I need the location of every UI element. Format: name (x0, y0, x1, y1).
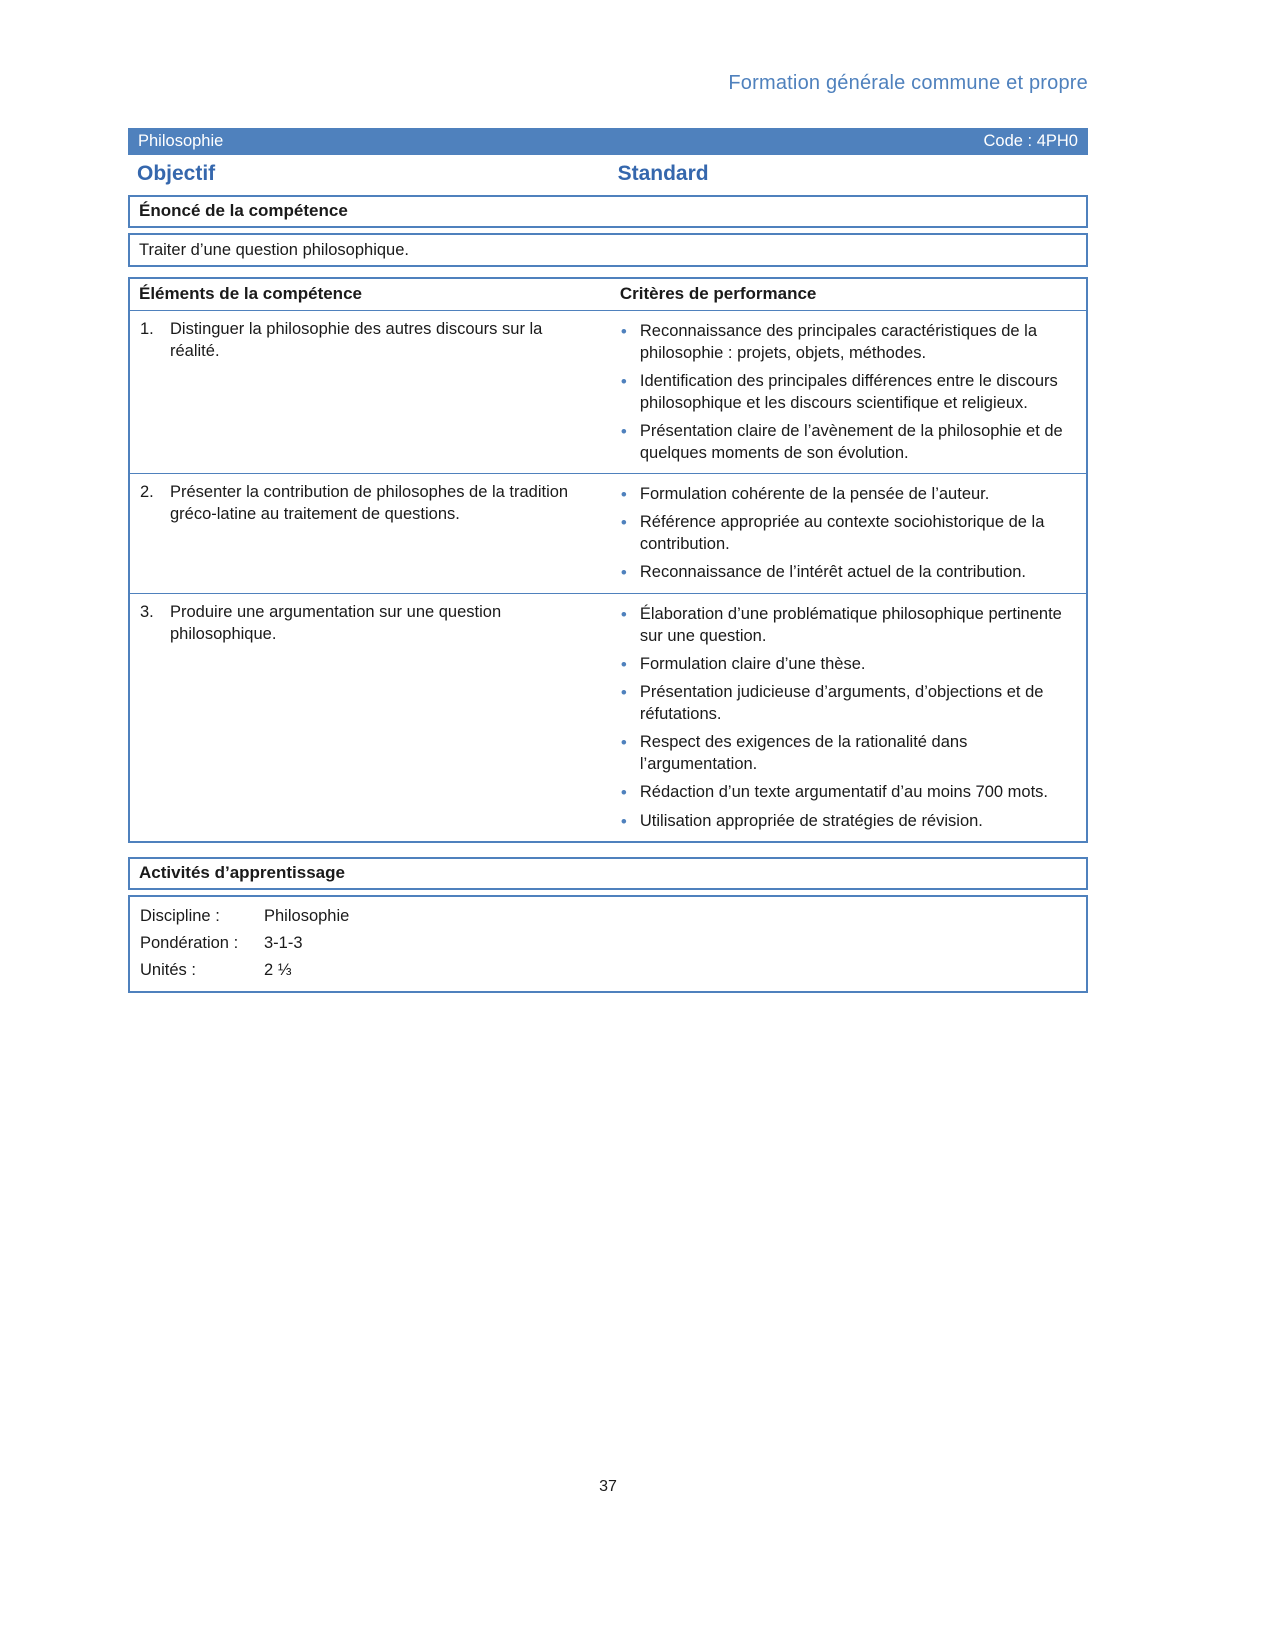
bullet-icon: • (620, 513, 627, 533)
element-number: 1. (140, 320, 154, 339)
title-bar (128, 128, 1088, 155)
criteria-item (616, 732, 1076, 776)
criteria-item (616, 654, 1076, 677)
bullet-icon: • (620, 783, 627, 803)
activity-row (140, 957, 1076, 984)
activity-label: Discipline : (140, 907, 220, 926)
activites-section (128, 857, 1088, 993)
criteria-item (616, 512, 1076, 556)
enonce-body-box (128, 233, 1088, 267)
title-bar-discipline: Philosophie (138, 132, 224, 150)
activity-value: 3-1-3 (264, 934, 303, 953)
activites-body-box (128, 895, 1088, 993)
bullet-icon: • (620, 372, 627, 392)
activites-header: Activités d’apprentissage (139, 863, 345, 883)
activity-row (140, 930, 1076, 957)
criteria-text: Identification des principales différences entre le discours philosophique et les discours scientifique et religieux. (639, 372, 1058, 413)
criteria-text: Utilisation appropriée de stratégies de révision. (639, 811, 983, 830)
bullet-icon: • (620, 604, 627, 624)
criteria-text: Rédaction d’un texte argumentatif d’au moins 700 mots. (639, 783, 1049, 802)
competence-row (130, 473, 1086, 593)
criteria-text: Formulation claire d’une thèse. (639, 654, 866, 673)
bullet-icon: • (620, 563, 627, 583)
bullet-icon: • (620, 484, 627, 504)
criteria-cell (611, 311, 1086, 473)
bullet-icon: • (620, 322, 627, 342)
bullet-icon: • (620, 654, 627, 674)
activity-value: 2 ⅓ (264, 960, 292, 979)
element-text: Présenter la contribution de philosophes de la tradition gréco-latine au traitement de questions. (170, 482, 569, 523)
criteria-text: Présentation claire de l’avènement de la philosophie et de quelques moments de son évolution. (639, 421, 1063, 462)
criteria-item (616, 321, 1076, 365)
competence-table (128, 277, 1088, 843)
activity-value: Philosophie (264, 907, 350, 926)
element-number: 3. (140, 602, 154, 621)
criteria-text: Reconnaissance des principales caractéristiques de la philosophie : projets, objets, méthodes. (639, 322, 1037, 363)
criteria-text: Présentation judicieuse d’arguments, d’objections et de réfutations. (639, 683, 1044, 724)
element-text: Produire une argumentation sur une question philosophique. (170, 602, 502, 643)
activity-label: Unités : (140, 960, 196, 979)
criteria-item (616, 371, 1076, 415)
element-number: 2. (140, 482, 154, 501)
standard-heading: Standard (617, 162, 709, 185)
criteria-text: Respect des exigences de la rationalité dans l’argumentation. (639, 733, 968, 774)
criteria-text: Référence appropriée au contexte sociohistorique de la contribution. (639, 513, 1045, 554)
bullet-icon: • (620, 683, 627, 703)
page-number: 37 (599, 1478, 617, 1495)
element-cell (130, 474, 611, 593)
document-header: Formation générale commune et propre (728, 72, 1088, 94)
criteria-item (616, 782, 1076, 805)
enonce-body: Traiter d’une question philosophique. (139, 240, 409, 259)
criteria-item (616, 604, 1076, 648)
criteria-item (616, 811, 1076, 834)
criteria-text: Élaboration d’une problématique philosophique pertinente sur une question. (639, 604, 1062, 645)
criteria-cell (611, 474, 1086, 593)
criteria-item (616, 484, 1076, 507)
criteria-item (616, 682, 1076, 726)
element-text: Distinguer la philosophie des autres discours sur la réalité. (170, 320, 543, 361)
criteria-text: Formulation cohérente de la pensée de l’auteur. (639, 484, 990, 503)
competence-row (130, 593, 1086, 841)
enonce-header: Énoncé de la compétence (139, 201, 348, 220)
competence-table-header (130, 279, 1086, 310)
element-cell (130, 311, 611, 473)
col-header-elements: Éléments de la compétence (139, 284, 362, 304)
enonce-header-box (128, 195, 1088, 228)
bullet-icon: • (620, 811, 627, 831)
objectif-heading: Objectif (137, 162, 216, 185)
activity-row (140, 903, 1076, 930)
col-header-criteres: Critères de performance (619, 284, 817, 304)
element-cell (130, 594, 611, 841)
criteria-text: Reconnaissance de l’intérêt actuel de la contribution. (639, 563, 1027, 582)
bullet-icon: • (620, 733, 627, 753)
criteria-item (616, 562, 1076, 585)
activity-label: Pondération : (140, 934, 239, 953)
page-content (128, 0, 1088, 993)
section-headings-row (128, 162, 1088, 186)
bullet-icon: • (620, 421, 627, 441)
criteria-cell (611, 594, 1086, 841)
competence-row (130, 310, 1086, 473)
activites-header-box (128, 857, 1088, 890)
title-bar-code: Code : 4PH0 (983, 132, 1078, 150)
activites-body (130, 897, 1086, 991)
criteria-item (616, 421, 1076, 465)
